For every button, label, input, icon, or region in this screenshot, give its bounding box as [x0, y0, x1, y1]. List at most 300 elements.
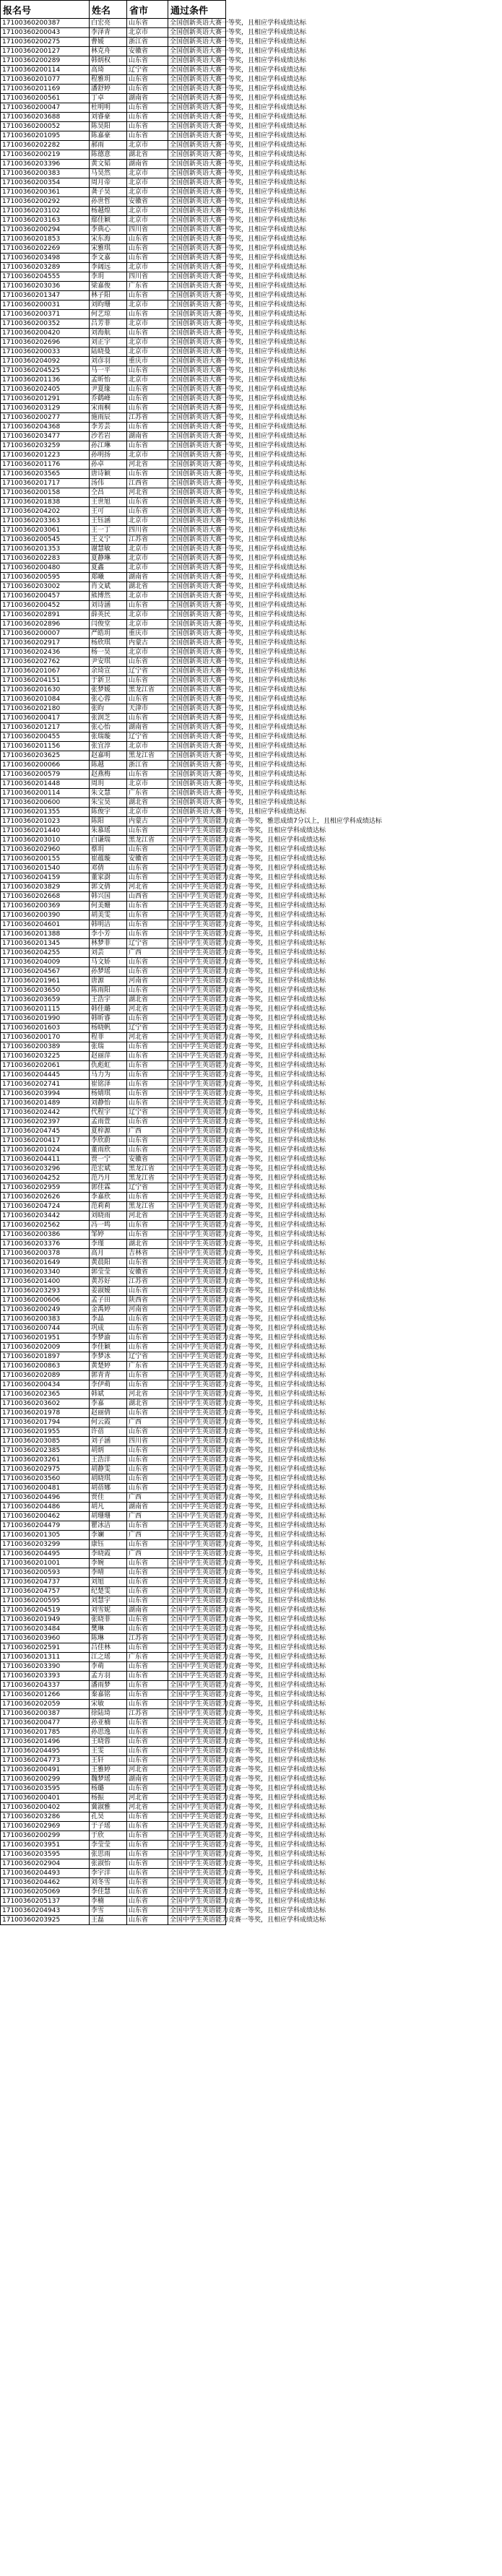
table-row	[1, 751, 226, 761]
cell-name: 杨晓帆	[90, 1024, 127, 1033]
cell-id: 17100360200361	[1, 188, 90, 197]
cell-name: 冯一鸣	[90, 1221, 127, 1230]
cell-condition: 全国中学生英语能力竞赛一等奖，且相应学科成绩达标	[168, 1484, 226, 1493]
cell-condition: 全国创新英语大赛一等奖，且相应学科成绩达标	[168, 582, 226, 592]
cell-condition: 全国创新英语大赛一等奖，且相应学科成绩达标	[168, 648, 226, 657]
table-row	[1, 1596, 226, 1606]
cell-id: 17100360201400	[1, 1277, 90, 1287]
cell-name: 李伊萌	[90, 1380, 127, 1390]
cell-condition: 全国中学生英语能力竞赛一等奖，且相应学科成绩达标	[168, 1380, 226, 1390]
cell-province: 广西	[127, 1493, 168, 1503]
cell-name: 陆晓曼	[90, 347, 127, 357]
cell-province: 山东省	[127, 1615, 168, 1625]
cell-name: 李嘉	[90, 1399, 127, 1409]
table-row	[1, 254, 226, 263]
cell-id: 17100360203390	[1, 1662, 90, 1672]
cell-name: 张瑞璇	[90, 732, 127, 742]
cell-condition: 全国创新英语大赛一等奖，且相应学科成绩达标	[168, 545, 226, 554]
cell-province: 山东省	[127, 1042, 168, 1052]
cell-name: 陈俊宇	[90, 808, 127, 817]
cell-id: 17100360205137	[1, 1897, 90, 1906]
cell-name: 刘海航	[90, 329, 127, 338]
cell-province: 湖北省	[127, 582, 168, 592]
table-row	[1, 94, 226, 103]
cell-name: 张淑怡	[90, 1859, 127, 1869]
table-row	[1, 1465, 226, 1474]
cell-name: 王雅婷	[90, 1765, 127, 1775]
cell-name: 张心怡	[90, 723, 127, 732]
table-row	[1, 1108, 226, 1118]
cell-condition: 全国中学生英语能力竞赛一等奖，且相应学科成绩达标	[168, 1850, 226, 1859]
cell-province: 山东省	[127, 1484, 168, 1493]
cell-id: 17100360202059	[1, 1700, 90, 1709]
cell-province: 广西	[127, 1531, 168, 1540]
table-row	[1, 939, 226, 948]
cell-name: 梁嘉俊	[90, 282, 127, 291]
cell-province: 吉林省	[127, 1249, 168, 1258]
cell-province: 山东省	[127, 920, 168, 930]
table-row	[1, 366, 226, 376]
cell-id: 17100360202397	[1, 1118, 90, 1127]
table-row	[1, 1850, 226, 1859]
header-condition: 通过条件	[168, 1, 226, 19]
cell-id: 17100360201448	[1, 779, 90, 789]
cell-condition: 全国中学生英语能力竞赛一等奖，且相应学科成绩达标	[168, 1343, 226, 1352]
cell-condition: 全国中学生英语能力竞赛一等奖，且相应学科成绩达标	[168, 826, 226, 836]
cell-condition: 全国创新英语大赛一等奖，且相应学科成绩达标	[168, 178, 226, 188]
table-row	[1, 1747, 226, 1756]
cell-condition: 全国中学生英语能力竞赛一等奖，且相应学科成绩达标	[168, 1615, 226, 1625]
table-row	[1, 1427, 226, 1437]
cell-name: 孙亚楠	[90, 1719, 127, 1728]
cell-name: 刘彦羽	[90, 357, 127, 366]
table-row	[1, 864, 226, 873]
cell-id: 17100360200477	[1, 1719, 90, 1728]
cell-province: 山东省	[127, 75, 168, 85]
cell-id: 17100360203225	[1, 1052, 90, 1061]
cell-condition: 全国中学生英语能力竞赛一等奖，且相应学科成绩达标	[168, 1249, 226, 1258]
table-row	[1, 338, 226, 347]
cell-condition: 全国中学生英语能力竞赛一等奖，且相应学科成绩达标	[168, 1089, 226, 1099]
cell-condition: 全国中学生英语能力竞赛一等奖，且相应学科成绩达标	[168, 1756, 226, 1765]
cell-condition: 全国创新英语大赛一等奖，且相应学科成绩达标	[168, 75, 226, 85]
table-row	[1, 479, 226, 488]
table-row	[1, 1643, 226, 1653]
cell-condition: 全国创新英语大赛一等奖，且相应学科成绩达标	[168, 141, 226, 150]
table-row	[1, 676, 226, 686]
table-row	[1, 1869, 226, 1878]
cell-id: 17100360203925	[1, 1916, 90, 1925]
cell-name: 韩明洁	[90, 920, 127, 930]
cell-condition: 全国中学生英语能力竞赛一等奖，且相应学科成绩达标	[168, 1409, 226, 1418]
cell-name: 陈昊阳	[90, 122, 127, 131]
table-row	[1, 1812, 226, 1822]
cell-condition: 全国创新英语大赛一等奖，且相应学科成绩达标	[168, 150, 226, 160]
cell-id: 17100360204151	[1, 676, 90, 686]
cell-name: 程菲	[90, 1033, 127, 1042]
cell-province: 浙江省	[127, 761, 168, 770]
cell-condition: 全国中学生英语能力竞赛一等奖，且相应学科成绩达标	[168, 1578, 226, 1587]
cell-name: 江之瑶	[90, 1653, 127, 1662]
cell-condition: 全国中学生英语能力竞赛一等奖，且相应学科成绩达标	[168, 948, 226, 958]
table-row	[1, 1409, 226, 1418]
cell-name: 陈阳	[90, 817, 127, 826]
cell-condition: 全国创新英语大赛一等奖，且相应学科成绩达标	[168, 38, 226, 47]
table-row	[1, 19, 226, 28]
cell-condition: 全国创新英语大赛一等奖，且相应学科成绩达标	[168, 113, 226, 122]
cell-condition: 全国中学生英语能力竞赛一等奖，且相应学科成绩达标	[168, 986, 226, 995]
table-row	[1, 1080, 226, 1089]
table-row	[1, 488, 226, 498]
cell-province: 北京市	[127, 301, 168, 310]
cell-province: 山东省	[127, 1474, 168, 1484]
table-row	[1, 1709, 226, 1719]
cell-id: 17100360201217	[1, 723, 90, 732]
cell-id: 17100360203442	[1, 1211, 90, 1221]
cell-province: 山东省	[127, 235, 168, 244]
cell-province: 山东省	[127, 902, 168, 911]
cell-province: 山东省	[127, 864, 168, 873]
cell-name: 尹安琪	[90, 657, 127, 667]
table-row	[1, 1775, 226, 1784]
cell-condition: 全国创新英语大赛一等奖，且相应学科成绩达标	[168, 554, 226, 563]
table-row	[1, 1690, 226, 1700]
cell-province: 山东省	[127, 394, 168, 404]
table-row	[1, 357, 226, 366]
cell-province: 北京市	[127, 207, 168, 216]
cell-condition: 全国创新英语大赛一等奖，且相应学科成绩达标	[168, 338, 226, 347]
cell-name: 李佳颖	[90, 1343, 127, 1352]
cell-id: 17100360202626	[1, 1193, 90, 1202]
table-row	[1, 188, 226, 197]
cell-condition: 全国创新英语大赛一等奖，且相应学科成绩达标	[168, 272, 226, 282]
cell-name: 刘晓雨	[90, 1211, 127, 1221]
cell-condition: 全国中学生英语能力竞赛一等奖，且相应学科成绩达标	[168, 1906, 226, 1916]
cell-province: 辽宁省	[127, 1183, 168, 1193]
cell-id: 17100360204202	[1, 507, 90, 517]
cell-id: 17100360202385	[1, 1446, 90, 1456]
cell-condition: 全国中学生英语能力竞赛一等奖，且相应学科成绩达标	[168, 836, 226, 845]
cell-name: 孙江琳	[90, 441, 127, 451]
cell-name: 唐源	[90, 977, 127, 986]
cell-id: 17100360204519	[1, 1606, 90, 1615]
cell-condition: 全国创新英语大赛一等奖，且相应学科成绩达标	[168, 423, 226, 432]
cell-condition: 全国中学生英语能力竞赛一等奖，且相应学科成绩达标	[168, 1315, 226, 1324]
cell-province: 广西	[127, 948, 168, 958]
cell-name: 胡蓓娜	[90, 1484, 127, 1493]
cell-id: 17100360202969	[1, 1822, 90, 1831]
cell-name: 曹媛	[90, 38, 127, 47]
cell-id: 17100360203036	[1, 282, 90, 291]
cell-condition: 全国中学生英语能力竞赛一等奖，且相应学科成绩达标	[168, 1596, 226, 1606]
cell-condition: 全国中学生英语能力竞赛一等奖，且相应学科成绩达标	[168, 1193, 226, 1202]
table-row	[1, 779, 226, 789]
table-row	[1, 986, 226, 995]
cell-condition: 全国中学生英语能力竞赛一等奖，且相应学科成绩达标	[168, 1033, 226, 1042]
cell-province: 山东省	[127, 1728, 168, 1737]
table-row	[1, 1183, 226, 1193]
cell-province: 黑龙江省	[127, 836, 168, 845]
cell-name: 张梦媛	[90, 686, 127, 695]
cell-condition: 全国中学生英语能力竞赛一等奖，且相应学科成绩达标	[168, 883, 226, 892]
cell-id: 17100360204479	[1, 1521, 90, 1531]
table-row	[1, 385, 226, 394]
cell-name: 夏静琳	[90, 554, 127, 563]
cell-id: 17100360202959	[1, 1183, 90, 1193]
cell-id: 17100360202668	[1, 892, 90, 902]
table-row	[1, 1765, 226, 1775]
cell-name: 范乃月	[90, 1174, 127, 1183]
cell-id: 17100360200593	[1, 1568, 90, 1578]
cell-condition: 全国中学生英语能力竞赛一等奖，且相应学科成绩达标	[168, 1118, 226, 1127]
cell-condition: 全国中学生英语能力竞赛一等奖，且相应学科成绩达标	[168, 1550, 226, 1559]
cell-id: 17100360201961	[1, 977, 90, 986]
table-row	[1, 1456, 226, 1465]
cell-province: 内蒙古	[127, 639, 168, 648]
cell-id: 17100360202442	[1, 1108, 90, 1118]
cell-name: 李斓	[90, 1531, 127, 1540]
cell-name: 瞿冰洁	[90, 1521, 127, 1531]
cell-province: 河南省	[127, 977, 168, 986]
cell-id: 17100360204252	[1, 1174, 90, 1183]
cell-province: 山东省	[127, 1014, 168, 1024]
cell-province: 北京市	[127, 592, 168, 601]
cell-id: 17100360200352	[1, 319, 90, 329]
cell-province: 山东省	[127, 244, 168, 254]
cell-id: 17100360200457	[1, 592, 90, 601]
cell-id: 17100360200292	[1, 197, 90, 207]
cell-province: 湖南省	[127, 1503, 168, 1512]
cell-id: 17100360203286	[1, 1812, 90, 1822]
cell-condition: 全国创新英语大赛一等奖，且相应学科成绩达标	[168, 761, 226, 770]
cell-province: 北京市	[127, 451, 168, 460]
table-row	[1, 1240, 226, 1249]
cell-condition: 全国中学生英语能力竞赛一等奖，且相应学科成绩达标	[168, 1287, 226, 1296]
cell-province: 四川省	[127, 526, 168, 535]
cell-province: 山东省	[127, 1784, 168, 1794]
cell-province: 山东省	[127, 1080, 168, 1089]
table-row	[1, 1831, 226, 1841]
cell-name: 李典心	[90, 225, 127, 235]
cell-province: 山西省	[127, 892, 168, 902]
cell-province: 陕西省	[127, 1296, 168, 1305]
cell-id: 17100360202269	[1, 244, 90, 254]
cell-province: 山东省	[127, 1061, 168, 1071]
cell-name: 张思雨	[90, 1850, 127, 1859]
cell-id: 17100360200579	[1, 770, 90, 779]
cell-condition: 全国中学生英语能力竞赛一等奖，且相应学科成绩达标	[168, 1456, 226, 1465]
cell-province: 江苏省	[127, 535, 168, 545]
cell-province: 山东省	[127, 1258, 168, 1268]
cell-condition: 全国中学生英语能力竞赛一等奖，且相应学科成绩达标	[168, 1559, 226, 1568]
cell-condition: 全国创新英语大赛一等奖，且相应学科成绩达标	[168, 657, 226, 667]
cell-id: 17100360200052	[1, 122, 90, 131]
cell-condition: 全国中学生英语能力竞赛一等奖，且相应学科成绩达标	[168, 1296, 226, 1305]
cell-id: 17100360201001	[1, 1559, 90, 1568]
cell-id: 17100360202283	[1, 554, 90, 563]
cell-name: 孙世哲	[90, 197, 127, 207]
table-row	[1, 695, 226, 704]
cell-name: 夏鑫	[90, 563, 127, 573]
cell-name: 李泽青	[90, 28, 127, 38]
cell-province: 辽宁省	[127, 66, 168, 75]
cell-name: 唐诗颖	[90, 470, 127, 479]
table-row	[1, 1362, 226, 1371]
cell-province: 山东省	[127, 1118, 168, 1127]
cell-condition: 全国中学生英语能力竞赛一等奖，且相应学科成绩达标	[168, 1916, 226, 1925]
cell-id: 17100360203010	[1, 836, 90, 845]
cell-province: 广东省	[127, 1653, 168, 1662]
cell-province: 北京市	[127, 263, 168, 272]
table-row	[1, 855, 226, 864]
cell-condition: 全国中学生英语能力竞赛一等奖，且相应学科成绩达标	[168, 1024, 226, 1033]
cell-name: 何云霞	[90, 1418, 127, 1427]
cell-name: 崔铭泽	[90, 1080, 127, 1089]
cell-name: 李嘉欣	[90, 1193, 127, 1202]
cell-province: 广西	[127, 1418, 168, 1427]
cell-province: 山东省	[127, 1822, 168, 1831]
table-row	[1, 967, 226, 977]
cell-id: 17100360202762	[1, 657, 90, 667]
cell-name: 韩佳璐	[90, 1005, 127, 1014]
table-row	[1, 404, 226, 413]
cell-name: 杨一昊	[90, 648, 127, 657]
cell-name: 沙若岩	[90, 432, 127, 441]
table-row	[1, 1014, 226, 1024]
cell-province: 安徽省	[127, 855, 168, 864]
cell-id: 17100360200595	[1, 573, 90, 582]
cell-name: 李晶	[90, 1315, 127, 1324]
cell-condition: 全国创新英语大赛一等奖，且相应学科成绩达标	[168, 329, 226, 338]
cell-name: 贾佳	[90, 1493, 127, 1503]
cell-province: 山东省	[127, 1427, 168, 1437]
cell-id: 17100360201266	[1, 1690, 90, 1700]
cell-name: 郭青青	[90, 1371, 127, 1380]
cell-condition: 全国中学生英语能力竞赛一等奖，且相应学科成绩达标	[168, 1202, 226, 1211]
cell-province: 河北省	[127, 1005, 168, 1014]
cell-id: 17100360200863	[1, 1362, 90, 1371]
cell-name: 何美姗	[90, 902, 127, 911]
cell-name: 范莉莉	[90, 1202, 127, 1211]
cell-id: 17100360200452	[1, 601, 90, 610]
cell-province: 湖南省	[127, 160, 168, 169]
cell-condition: 全国创新英语大赛一等奖，且相应学科成绩达标	[168, 714, 226, 723]
table-row	[1, 319, 226, 329]
cell-province: 湖南省	[127, 573, 168, 582]
cell-id: 17100360204495	[1, 1550, 90, 1559]
cell-province: 北京市	[127, 554, 168, 563]
table-row	[1, 930, 226, 939]
cell-id: 17100360203102	[1, 207, 90, 216]
table-row	[1, 1681, 226, 1690]
cell-province: 辽宁省	[127, 1352, 168, 1362]
table-row	[1, 1221, 226, 1230]
cell-condition: 全国中学生英语能力竞赛一等奖，且相应学科成绩达标	[168, 1765, 226, 1775]
cell-name: 崔蕴璇	[90, 855, 127, 864]
cell-name: 王雯	[90, 1747, 127, 1756]
cell-name: 于欣	[90, 1831, 127, 1841]
cell-id: 17100360201345	[1, 939, 90, 948]
table-row	[1, 178, 226, 188]
cell-name: 谢慧敏	[90, 545, 127, 554]
cell-name: 孙梦瑶	[90, 967, 127, 977]
cell-id: 17100360204337	[1, 1681, 90, 1690]
cell-province: 山东省	[127, 1446, 168, 1456]
cell-id: 17100360200158	[1, 488, 90, 498]
cell-name: 严皓玥	[90, 629, 127, 639]
table-row	[1, 272, 226, 282]
cell-condition: 全国创新英语大赛一等奖，且相应学科成绩达标	[168, 394, 226, 404]
cell-id: 17100360203061	[1, 526, 90, 535]
cell-name: 康钰	[90, 1540, 127, 1550]
cell-name: 黄楚婷	[90, 1362, 127, 1371]
cell-province: 山东省	[127, 1700, 168, 1709]
cell-id: 17100360201169	[1, 85, 90, 94]
cell-id: 17100360200387	[1, 1709, 90, 1719]
cell-id: 17100360202591	[1, 1643, 90, 1653]
table-row	[1, 1315, 226, 1324]
table-row	[1, 1399, 226, 1409]
cell-condition: 全国创新英语大赛一等奖，且相应学科成绩达标	[168, 535, 226, 545]
cell-name: 李莹莹	[90, 1841, 127, 1850]
cell-id: 17100360200371	[1, 310, 90, 319]
cell-id: 17100360204493	[1, 1869, 90, 1878]
cell-condition: 全国创新英语大赛一等奖，且相应学科成绩达标	[168, 479, 226, 488]
cell-province: 北京市	[127, 779, 168, 789]
cell-province: 北京市	[127, 28, 168, 38]
table-row	[1, 817, 226, 826]
cell-name: 于新卫	[90, 676, 127, 686]
cell-province: 安徽省	[127, 197, 168, 207]
table-row	[1, 1484, 226, 1493]
cell-name: 徐陆琦	[90, 1709, 127, 1719]
cell-id: 17100360201291	[1, 394, 90, 404]
table-row	[1, 197, 226, 207]
cell-condition: 全国中学生英语能力竞赛一等奖，且相应学科成绩达标	[168, 1174, 226, 1183]
table-row	[1, 1756, 226, 1765]
cell-province: 山东省	[127, 986, 168, 995]
cell-province: 山东省	[127, 404, 168, 413]
table-row	[1, 1916, 226, 1925]
table-row	[1, 789, 226, 798]
cell-condition: 全国中学生英语能力竞赛一等奖，且相应学科成绩达标	[168, 1728, 226, 1737]
table-row	[1, 1390, 226, 1399]
cell-province: 山东省	[127, 85, 168, 94]
cell-province: 河北省	[127, 883, 168, 892]
cell-condition: 全国中学生英语能力竞赛一等奖，且相应学科成绩达标	[168, 1606, 226, 1615]
table-row	[1, 160, 226, 169]
cell-condition: 全国中学生英语能力竞赛一等奖，且相应学科成绩达标	[168, 1080, 226, 1089]
cell-province: 山东省	[127, 1371, 168, 1380]
cell-province: 广西	[127, 1550, 168, 1559]
table-row	[1, 1334, 226, 1343]
cell-name: 杨欣琪	[90, 639, 127, 648]
cell-id: 17100360200249	[1, 1305, 90, 1315]
cell-id: 17100360200275	[1, 38, 90, 47]
cell-condition: 全国创新英语大赛一等奖，且相应学科成绩达标	[168, 676, 226, 686]
cell-province: 北京市	[127, 742, 168, 751]
table-row	[1, 1822, 226, 1831]
table-row	[1, 1728, 226, 1737]
cell-condition: 全国中学生英语能力竞赛一等奖，且相应学科成绩达标	[168, 1888, 226, 1897]
cell-condition: 全国中学生英语能力竞赛一等奖，且相应学科成绩达标	[168, 1127, 226, 1136]
cell-id: 17100360200387	[1, 19, 90, 28]
cell-condition: 全国中学生英语能力竞赛一等奖，且相应学科成绩达标	[168, 892, 226, 902]
cell-id: 17100360201095	[1, 131, 90, 141]
cell-id: 17100360200401	[1, 1794, 90, 1803]
cell-province: 山东省	[127, 1409, 168, 1418]
cell-name: 金禹婷	[90, 1305, 127, 1315]
